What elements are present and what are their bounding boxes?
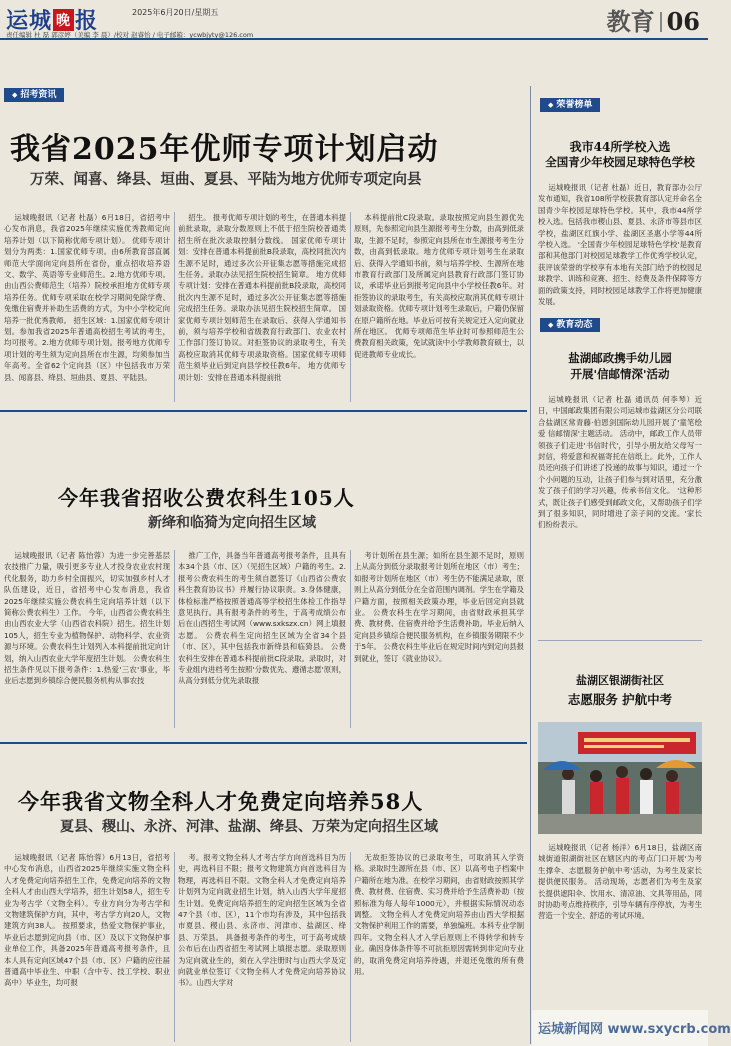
column-divider [350, 550, 351, 728]
newspaper-logo: 运城 晚 报 [6, 8, 99, 34]
page-number: 06 [666, 7, 700, 36]
sidebar-text-2: 运城晚报讯（记者 杜磊 通讯员 何李琴）近日，中国邮政集团有限公司运城市盐湖区分公司联合盐湖区常青藤·伯恩剑国际幼儿园开展了'童笔绘爱 信邮情深'主题活动。 活动中，邮政工作人员带领孩子们走进'书信时代'，引导小朋友给父母写一封信，将爱意和祝福寄托在信纸上。此外，工作人员还向孩子们讲述了投递的故事与知识，通过一个个小问题的互动，让孩子们参与到对话里，充分激发了孩子们的学习兴趣，传承书信文化。 '这种形式，既让孩子们感受到邮政文化，又帮助孩子们学到了很多知识，同时增进了亲子间的交流。'家长们纷纷表示。 [538, 395, 702, 530]
article2-column-3: 考计划所在县生源；如所在县生源不足时，原则上从高分到低分录取报考计划所在地区（市）考生；如报考计划所在地区（市）考生仍不能满足录取，原则上从高分到低分在全省范围内调剂。学生在学籍及户籍方面，按照相关政策办理，毕业后回定向县就业。 公费农科生在学习期间，由省财政承担其学费、教材费、住宿费并给予生活费补助。毕业后纳入定向县乡镇综合便民服务机构，在乡镇服务期限不少于5年。 公费农科生毕业后在规定时间内到定向县报到就业，签订《就业协议》。 [354, 551, 524, 663]
article1-title: 我省2025年优师专项计划启动 [10, 132, 439, 167]
issue-date: 2025年6月20日/星期五 [132, 8, 219, 17]
section-rule [0, 410, 527, 412]
site-watermark: 运城新闻网 www.sxycrb.com [532, 1010, 708, 1046]
sidebar-divider [530, 86, 531, 1044]
sidebar-head-3b: 志愿服务 护航中考 [567, 692, 673, 707]
sidebar-head-1b: 全国青少年校园足球特色学校 [545, 155, 695, 169]
column-divider [174, 852, 175, 1042]
tag-honor-list: ◆ 荣誉榜单 [540, 98, 600, 112]
tag-education-news: ◆ 教育动态 [540, 318, 600, 332]
section-rule [0, 742, 527, 744]
article1-column-1: 运城晚报讯（记者 杜磊）6月18日，省招考中心发布消息，我省2025年继续实施优秀教师定向培养计划（以下简称优师专项计划）。 优师专项计划分为两类：1.国家优师专项。由6所教育部直属师范大学面向定向县所在省份，重点招收培养语文、数学、英语等专业师范生。2.地方优师专项。由山西公费师范生（培养）院校承担地方优师专项培养任务。优师专项采取在校学习期间免除学费、免缴住宿费并补助生活费的方式，为中小学校定向培养一批优秀教师。 招生区域：1.国家优师专项计划。参加我省2025年普通高校招生考试的考生，均可报考。2.地方优师专项计划。报考地方优师专项计划的考生须为定向县所在市生源，均须参加当年高考。全省62个定向县（区）中包括我市万荣县、闻喜县、绛县、垣曲县、夏县、平陆县。 [4, 213, 170, 382]
article1-column-3: 本科提前批C段录取。录取按照定向县生源优先原则，先参照定向县生源报考考生分数，由高到低录取，生源不足时，参照定向县所在市生源报考考生分数，由高到低录取。地方优师专项计划考生在录取后、获得入学通知书前，须与培养学校、生源所在地市教育行政部门及所属定向县教育行政部门签订协议，承诺毕业后到报考定向县中小学校任教6年。对拒签协议的录取考生，有关高校应取消其优师专项计划录取资格。优师专项计划考生录取后，户籍仍保留在原户籍所在地。毕业后可按有关规定迁入定向就业所在地区。 优师专项师范生毕业时可参照师范生公费教育相关政策，免试就读中小学教师教育硕士，以促进教师专业成长。 [354, 213, 524, 359]
article3-title: 今年我省文物全科人才免费定向培养58人 [18, 789, 424, 814]
article3-column-2: 考。报考文物全科人才考古学方向首选科目为历史，再选科目不限；报考文物建筑方向首选科目为物理，再选科目不限。文物全科人才免费定向培养计划列为定向就业招生计划，纳入山西大学年度招生计划。免费定向培养招生的定向招生区域为全省47个县（市、区），11个市均有涉及，其中包括我市夏县、稷山县、永济市、河津市、盐湖区、绛县、万荣县。 具备报考条件的考生，可于高考成绩公布后在山西省招生考试网上填报志愿。录取原则为定向就业生的，须在入学注册时与山西大学及定向就业单位签订《文物全科人才免费定向培养协议书》。山西大学对 [178, 853, 346, 988]
sidebar-text-3: 运城晚报讯（记者 杨洋）6月18日，盐湖区南城街道银湖街社区在辖区内的考点门口开展'为考生撑伞、志愿服务护航中考'活动，为考生及家长提供便民服务。 活动现场，志愿者们为考生及家长提供遮阳伞、饮用水、清凉油、文具等用品，同时协助考点维持秩序，引导车辆有序停放，为考生营造一个安全、舒适的考试环境。 [538, 843, 702, 921]
article3-column-3: 无故拒签协议的已录取考生，可取消其入学资格。录取时生源所在县（市、区）以高考电子档案中户籍所在地为准。在校学习期间，由省财政按照其学费、教材费、住宿费、实习费并给予生活费补助（按照标准为每人每年1000元），并根据实际情况动态调整。 文物全科人才免费定向培养由山西大学根据文物保护利用工作的需要，单独编班。本科专业学制四年。文物全科人才入学后原则上不得转学和转专业。确因身体条件等不可抗拒原因需转到非定向专业的，取消免费定向培养待遇，并退还免缴的所有费用。 [354, 853, 524, 977]
article3-column-1: 运城晚报讯（记者 陈怡蓉）6月13日，省招考中心发布消息，山西省2025年继续实施文物全科人才免费定向培养招生工作，免费定向培养的文物全科人才由山西大学培养，招生计划58人，招生专业为考古学（文物全科）。专业方向分为考古学和文物建筑保护方向，其中，考古学方向20人，文物建筑方向38人。 按照要求，热爱文物保护事业，毕业后志愿到定向县（市、区）及以下文物保护事业单位工作，具备2025年普通高考报考条件，且本人具有定向区域47个县（市、区）户籍的应往届普通高中毕业生、中职（含中专、技工学校、职业高中）毕业生，均可报 [4, 853, 170, 988]
column-divider [350, 852, 351, 1042]
column-divider [350, 212, 351, 402]
volunteer-service-photo [538, 722, 702, 834]
article2-column-1: 运城晚报讯（记者 陈怡蓉）为进一步完善基层农技推广力量，吸引更多专业人才投身农业农村现代化服务，助力乡村全面振兴，切实加强乡村人才队伍建设，近日，省招考中心发布消息，我省2025年继续实施公费农科生定向培养计划（以下简称公费农科生）工作。 今年，山西省公费农科生由山西农业大学（山西省农科院）招生。招生计划105人，招生专业为植物保护、动物科学、农业资源与环境。公费农科生计划列入本科提前批定向计划，纳入山西农业大学年度招生计划。 公费农科生招生条件见以下报考条件：1.热爱'三农'事业，毕业后志愿到乡镇综合便民服务机构从事农技 [4, 551, 170, 686]
article2-title: 今年我省招收公费农科生105人 [58, 486, 355, 510]
sidebar-head-3a: 盐湖区银湖街社区 [576, 674, 664, 687]
photo-illustration [538, 722, 702, 834]
sidebar-head-2b: 开展'信邮情深'活动 [570, 367, 670, 381]
section-title: 教育 06 [606, 7, 700, 36]
article3-subtitle: 夏县、稷山、永济、河津、盐湖、绛县、万荣为定向招生区域 [60, 819, 438, 835]
sidebar-rule [538, 640, 702, 641]
masthead [0, 0, 708, 40]
sidebar-head-1a: 我市44所学校入选 [569, 140, 671, 154]
column-divider [174, 212, 175, 402]
sidebar-head-2a: 盐湖邮政携手幼儿园 [568, 351, 672, 365]
article2-column-2: 推广工作，具备当年普通高考报考条件，且具有本34个县（市、区）（见招生区域）户籍的考生。2.报考公费农科生的考生须自愿签订《山西省公费农科生教育协议书》并履行协议职责。3.身体健康，体检标准严格按照普通高等学校招生体检工作指导意见执行。具有报考条件的考生，于高考成绩公布后在山西招生考试网（www.sxkszx.cn）网上填报志愿。 公费农科生定向招生区域为全省34个县（市、区），其中包括我市新绛县和临猗县。 公费农科生安排在普通本科提前批C段录取。录取时，对专业组内进档考生按照'分数优先、遵循志愿'原则，从高分到低分优先录取报 [178, 551, 346, 686]
section-divider [660, 12, 662, 32]
article1-column-2: 招生。 报考优师专项计划的考生，在普通本科提前批录取，录取分数原则上不低于招生院校普通类招生所在批次录取控制分数线。 国家优师专项计划：安排在普通本科提前批B段录取，高校同批次内生源不足时，通过多次公开征集志愿等措施完成招生任务。录取办法见招生院校招生简章。 地方优师专项计划：安排在普通本科提前批B段录取，高校同批次内生源不足时，通过多次公开征集志愿等措施完成招生任务。录取办法见招生院校招生简章。 国家优师专项计划师范生在录取后、获得入学通知书前，须与培养学校和省级教育行政部门、农业农村工作部门签订协议。对拒签协议的录取考生，有关高校应取消其优师专项录取资格。国家优师专项师范生须毕业后到定向县学校任教6年。 地方优师专项计划：安排在普通本科提前批 [178, 213, 346, 382]
sidebar-text-1: 运城晚报讯（记者 杜磊）近日，教育部办公厅发布通知，我省108所学校获教育部认定并命名全国青少年校园足球特色学校。其中，我市44所学校入选。包括我市稷山县、夏县、永济市等县市区学校，盐湖区红旗小学、盐湖区圣惠小学等44所学校入选。 '全国青少年校园足球特色学校'是教育部和其他部门对校园足球教学工作优秀学校认定，获评该荣誉的学校享有本地有关部门给予的校园足球教学、训练和竞赛、招生、经费及条件保障等方面的政策支持，同时校园足球教学工作将更加健康发展。 [538, 183, 702, 307]
article2-subtitle: 新绛和临猗为定向招生区域 [148, 515, 316, 531]
tag-admission-info: ◆ 招考资讯 [4, 88, 64, 102]
article1-subtitle: 万荣、闻喜、绛县、垣曲、夏县、平陆为地方优师专项定向县 [30, 171, 422, 188]
column-divider [174, 550, 175, 728]
editor-credits: 责任编辑 杜 磊 郭彦婷（美编 李 晨）/校对 赵睿怡 / 电子邮箱：ycwbjyty@126.com [6, 31, 254, 39]
